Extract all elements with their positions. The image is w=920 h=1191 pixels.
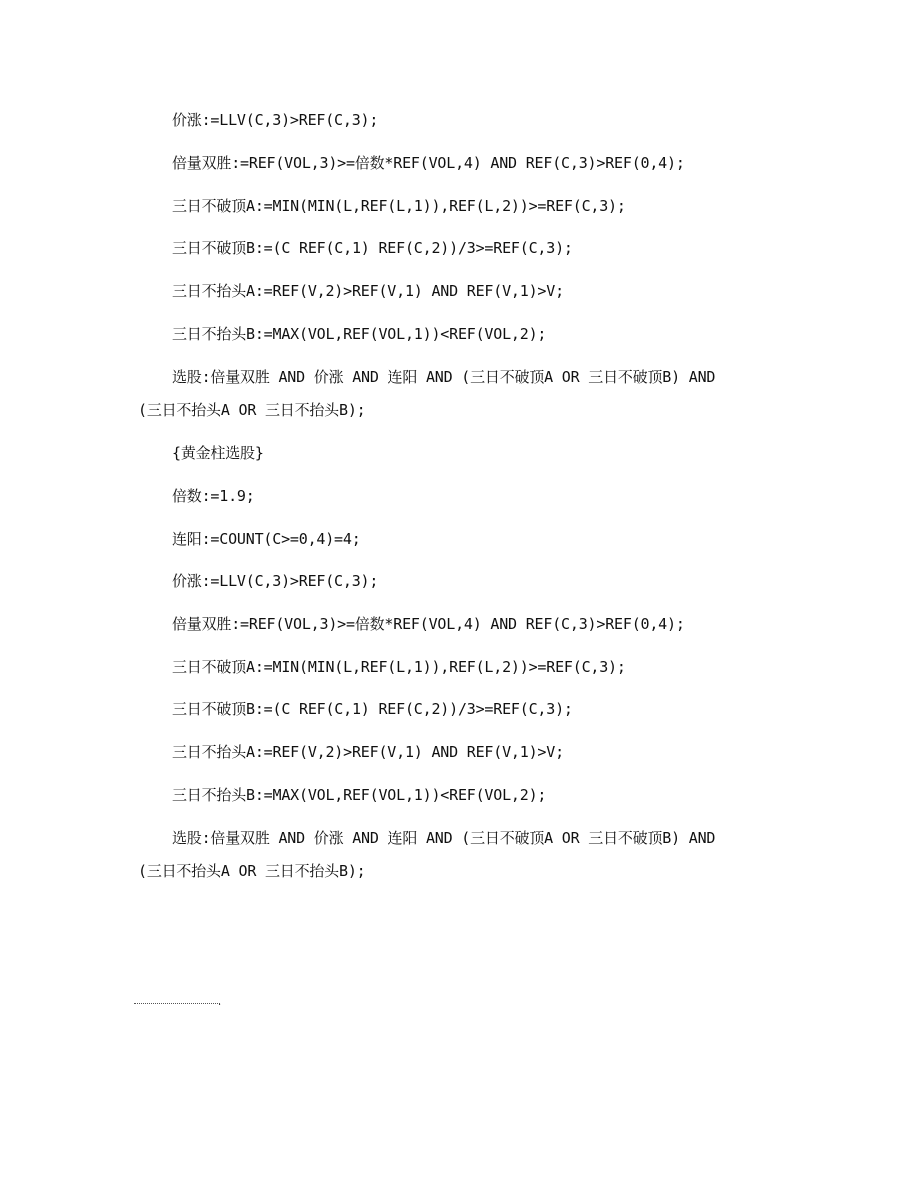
footnote-separator: [134, 1003, 220, 1004]
formula-price-rise: 价涨:=LLV(C,3)>REF(C,3);: [172, 572, 379, 590]
formula-no-raise-head-a: 三日不抬头A:=REF(V,2)>REF(V,1) AND REF(V,1)>V;: [172, 743, 564, 761]
formula-consecutive-up: 连阳:=COUNT(C>=0,4)=4;: [172, 530, 361, 548]
formula-no-break-top-b: 三日不破顶B:=(C REF(C,1) REF(C,2))/3>=REF(C,3);: [172, 239, 573, 257]
formula-select-stock-cont: (三日不抬头A OR 三日不抬头B);: [138, 862, 366, 880]
formula-multiplier: 倍数:=1.9;: [172, 487, 255, 505]
formula-no-raise-head-a: 三日不抬头A:=REF(V,2)>REF(V,1) AND REF(V,1)>V;: [172, 282, 564, 300]
formula-no-break-top-a: 三日不破顶A:=MIN(MIN(L,REF(L,1)),REF(L,2))>=REF(C,3);: [172, 197, 626, 215]
formula-no-raise-head-b: 三日不抬头B:=MAX(VOL,REF(VOL,1))<REF(VOL,2);: [172, 786, 547, 804]
formula-select-stock: 选股:倍量双胜 AND 价涨 AND 连阳 AND (三日不破顶A OR 三日不破顶B) AND: [172, 368, 716, 386]
formula-no-break-top-b: 三日不破顶B:=(C REF(C,1) REF(C,2))/3>=REF(C,3);: [172, 700, 573, 718]
formula-double-volume: 倍量双胜:=REF(VOL,3)>=倍数*REF(VOL,4) AND REF(C,3)>REF(0,4);: [172, 154, 685, 172]
formula-double-volume: 倍量双胜:=REF(VOL,3)>=倍数*REF(VOL,4) AND REF(C,3)>REF(0,4);: [172, 615, 685, 633]
section-heading: {黄金柱选股}: [172, 444, 264, 462]
formula-select-stock: 选股:倍量双胜 AND 价涨 AND 连阳 AND (三日不破顶A OR 三日不破顶B) AND: [172, 829, 716, 847]
footnote-mark: .: [218, 997, 222, 1008]
formula-price-rise: 价涨:=LLV(C,3)>REF(C,3);: [172, 111, 379, 129]
formula-select-stock-cont: (三日不抬头A OR 三日不抬头B);: [138, 401, 366, 419]
formula-no-break-top-a: 三日不破顶A:=MIN(MIN(L,REF(L,1)),REF(L,2))>=REF(C,3);: [172, 658, 626, 676]
formula-no-raise-head-b: 三日不抬头B:=MAX(VOL,REF(VOL,1))<REF(VOL,2);: [172, 325, 547, 343]
